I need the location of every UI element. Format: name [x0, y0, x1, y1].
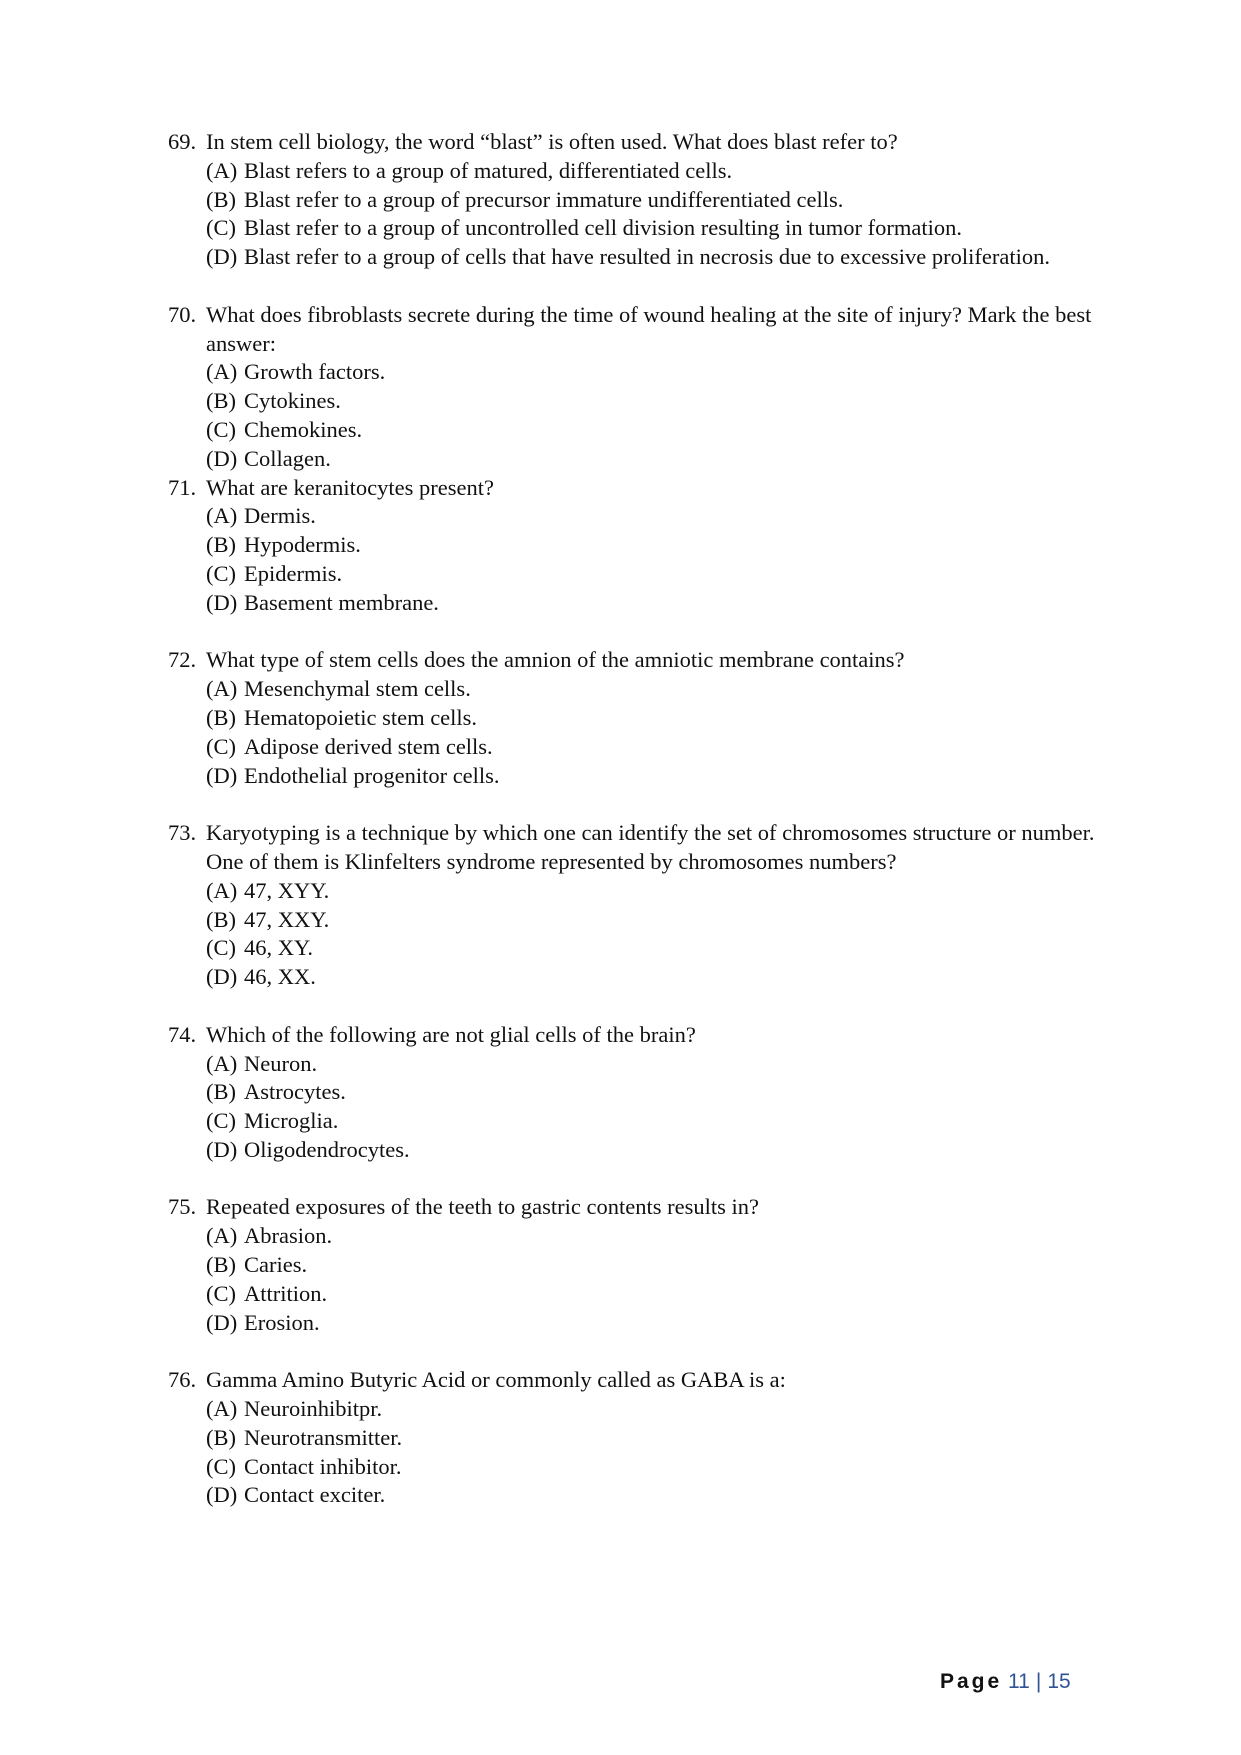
option-text: Hypodermis.	[244, 532, 361, 558]
option-letter: (A)	[206, 1396, 238, 1422]
option-item	[206, 877, 1128, 906]
option-text: Blast refers to a group of matured, differentiated cells.	[244, 157, 733, 183]
option-letter: (D)	[206, 244, 238, 270]
option-item	[206, 1424, 1128, 1453]
option-letter: (B)	[206, 704, 236, 730]
question-text: What does fibroblasts secrete during the time of wound healing at the site of injury? Mark the best answer:	[206, 301, 1092, 356]
option-text: Epidermis.	[244, 560, 343, 586]
option-item	[206, 445, 1128, 474]
option-text: Contact exciter.	[244, 1482, 386, 1508]
question-number: 73.	[168, 820, 197, 846]
option-item	[206, 1078, 1128, 1107]
option-letter: (A)	[206, 157, 238, 183]
question-76	[168, 1366, 1128, 1510]
option-item	[206, 675, 1128, 704]
option-item	[206, 416, 1128, 445]
option-text: Chemokines.	[244, 416, 363, 442]
option-letter: (C)	[206, 215, 236, 241]
option-list	[206, 675, 1128, 790]
option-item	[206, 387, 1128, 416]
option-letter: (A)	[206, 359, 238, 385]
option-text: Neurotransmitter.	[244, 1424, 403, 1450]
option-letter: (B)	[206, 186, 236, 212]
question-number: 70.	[168, 301, 197, 327]
option-item	[206, 1481, 1128, 1510]
option-letter: (D)	[206, 762, 238, 788]
question-text: In stem cell biology, the word “blast” is often used. What does blast refer to?	[206, 129, 898, 154]
question-text: What are keranitocytes present?	[206, 474, 494, 500]
option-letter: (B)	[206, 1079, 236, 1105]
question-text: What type of stem cells does the amnion of the amniotic membrane contains?	[206, 647, 905, 673]
option-list	[206, 358, 1128, 473]
option-letter: (C)	[206, 1108, 236, 1134]
question-list	[168, 128, 1128, 1510]
option-item	[206, 1251, 1128, 1280]
option-letter: (D)	[206, 589, 238, 615]
question-number: 76.	[168, 1367, 197, 1393]
option-item	[206, 531, 1128, 560]
option-text: Growth factors.	[244, 359, 386, 385]
question-74	[168, 1021, 1128, 1165]
option-letter: (B)	[206, 906, 236, 932]
option-text: Astrocytes.	[244, 1079, 346, 1105]
total-pages: 15	[1047, 1670, 1071, 1693]
question-number: 74.	[168, 1021, 197, 1047]
question-text: Repeated exposures of the teeth to gastric contents results in?	[206, 1194, 759, 1220]
option-text: 47, XYY.	[244, 877, 330, 903]
option-text: 47, XXY.	[244, 906, 330, 932]
option-list	[206, 1050, 1128, 1165]
question-70	[168, 301, 1128, 474]
question-number: 75.	[168, 1194, 197, 1220]
option-list	[206, 1395, 1128, 1510]
question-73	[168, 819, 1128, 992]
option-letter: (B)	[206, 1252, 236, 1278]
option-list	[206, 157, 1128, 272]
option-letter: (C)	[206, 733, 236, 759]
question-number: 71.	[168, 474, 197, 500]
option-letter: (B)	[206, 388, 236, 414]
option-text: Adipose derived stem cells.	[244, 733, 493, 759]
option-text: Mesenchymal stem cells.	[244, 676, 471, 702]
option-letter: (C)	[206, 416, 236, 442]
option-text: Neuroinhibitpr.	[244, 1396, 383, 1422]
option-text: Cytokines.	[244, 388, 341, 414]
option-item	[206, 157, 1128, 186]
option-text: Endothelial progenitor cells.	[244, 762, 500, 788]
option-text: Oligodendrocytes.	[244, 1136, 410, 1162]
option-item	[206, 1050, 1128, 1079]
option-letter: (D)	[206, 1136, 238, 1162]
question-75	[168, 1193, 1128, 1337]
option-item	[206, 1107, 1128, 1136]
option-letter: (A)	[206, 877, 238, 903]
option-letter: (D)	[206, 445, 238, 471]
option-letter: (A)	[206, 503, 238, 529]
option-item	[206, 934, 1128, 963]
option-text: Neuron.	[244, 1050, 318, 1076]
option-item	[206, 963, 1128, 992]
option-text: Basement membrane.	[244, 589, 439, 615]
page-separator: |	[1035, 1670, 1042, 1693]
option-text: Blast refer to a group of precursor immature undifferentiated cells.	[244, 186, 844, 212]
option-list	[206, 502, 1128, 617]
option-text: 46, XY.	[244, 935, 313, 961]
option-text: Contact inhibitor.	[244, 1453, 402, 1479]
page-footer	[940, 1668, 1071, 1696]
option-item	[206, 560, 1128, 589]
option-letter: (A)	[206, 676, 238, 702]
page-label: Page	[940, 1670, 1003, 1693]
option-text: Attrition.	[244, 1280, 328, 1306]
option-item	[206, 1395, 1128, 1424]
question-text: Which of the following are not glial cells of the brain?	[206, 1021, 696, 1047]
option-letter: (B)	[206, 1424, 236, 1450]
question-text: Gamma Amino Butyric Acid or commonly called as GABA is a:	[206, 1367, 786, 1393]
question-number: 72.	[168, 647, 197, 673]
question-71	[168, 474, 1128, 618]
option-letter: (D)	[206, 1309, 238, 1335]
option-item	[206, 1309, 1128, 1338]
option-list	[206, 877, 1128, 992]
option-text: Caries.	[244, 1252, 308, 1278]
option-text: Abrasion.	[244, 1223, 333, 1249]
option-text: 46, XX.	[244, 964, 316, 990]
option-text: Microglia.	[244, 1108, 339, 1134]
option-text: Collagen.	[244, 445, 331, 471]
option-item	[206, 186, 1128, 215]
question-text: Karyotyping is a technique by which one can identify the set of chromosomes structure or number. One of them is Klinfelters syndrome represented by chromosomes numbers?	[206, 820, 1095, 874]
option-text: Dermis.	[244, 503, 316, 529]
option-letter: (C)	[206, 1453, 236, 1479]
option-item	[206, 1222, 1128, 1251]
option-letter: (D)	[206, 964, 238, 990]
option-item	[206, 704, 1128, 733]
question-number: 69.	[168, 129, 197, 154]
option-letter: (C)	[206, 935, 236, 961]
option-item	[206, 906, 1128, 935]
option-text: Blast refer to a group of cells that have resulted in necrosis due to excessive proliferation.	[244, 244, 1050, 270]
question-69	[168, 128, 1128, 272]
option-letter: (C)	[206, 560, 236, 586]
option-text: Blast refer to a group of uncontrolled cell division resulting in tumor formation.	[244, 215, 962, 241]
option-letter: (A)	[206, 1223, 238, 1249]
option-item	[206, 214, 1128, 243]
question-72	[168, 646, 1128, 790]
option-item	[206, 1136, 1128, 1165]
option-item	[206, 1453, 1128, 1482]
option-letter: (B)	[206, 532, 236, 558]
option-item	[206, 1280, 1128, 1309]
option-item	[206, 762, 1128, 791]
option-list	[206, 1222, 1128, 1337]
option-letter: (A)	[206, 1050, 238, 1076]
option-item	[206, 733, 1128, 762]
option-text: Erosion.	[244, 1309, 320, 1335]
option-item	[206, 589, 1128, 618]
option-text: Hematopoietic stem cells.	[244, 704, 478, 730]
option-item	[206, 358, 1128, 387]
option-letter: (D)	[206, 1482, 238, 1508]
option-letter: (C)	[206, 1280, 236, 1306]
option-item	[206, 502, 1128, 531]
current-page-number: 11	[1008, 1670, 1030, 1693]
option-item	[206, 243, 1128, 272]
